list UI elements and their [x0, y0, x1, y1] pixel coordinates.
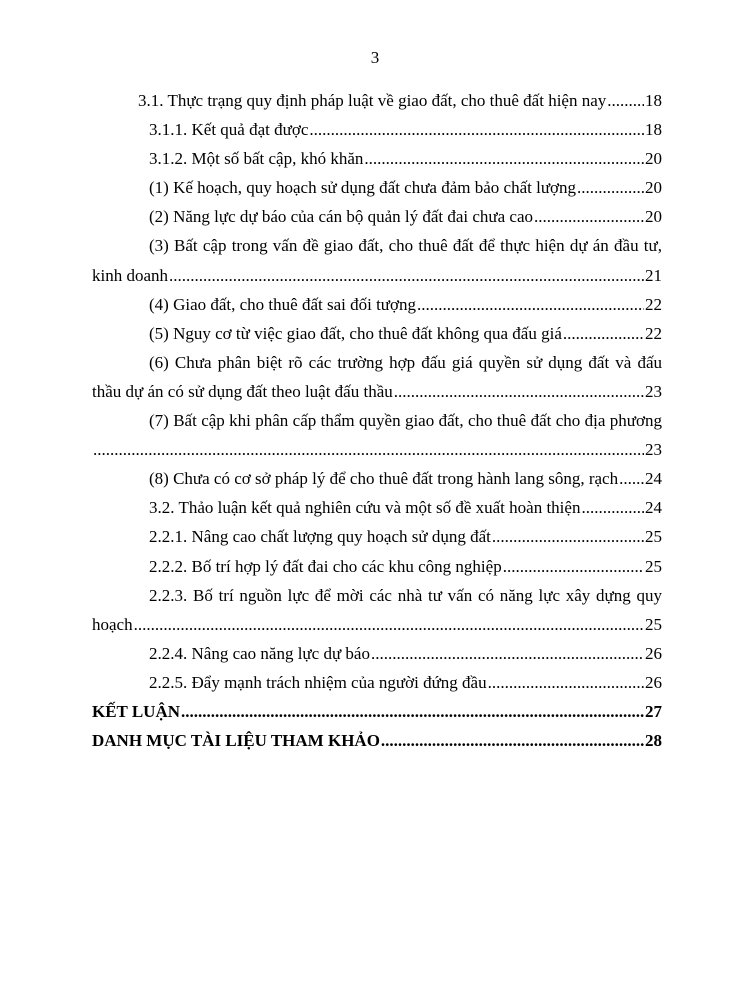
toc-leader-dots [169, 261, 644, 290]
toc-leader-dots [134, 610, 644, 639]
toc-entry-item-1[interactable] [92, 173, 662, 202]
toc-entry-3-2[interactable] [92, 493, 662, 522]
table-of-contents [92, 86, 662, 755]
toc-leader-dots [581, 493, 644, 522]
toc-entry-text: 2.2.3. Bố trí nguồn lực để mời các nhà tư vấn có năng lực xây dựng quy [149, 585, 662, 605]
toc-entry-text: KẾT LUẬN [92, 701, 181, 721]
toc-entry-page: 21 [645, 265, 662, 285]
toc-leader-dots [577, 173, 644, 202]
toc-entry-text: thầu dự án có sử dụng đất theo luật đấu thầu [92, 381, 393, 401]
toc-entry-2-2-2[interactable] [92, 552, 662, 581]
toc-leader-dots [492, 522, 644, 551]
toc-entry-item-6-line1[interactable] [92, 348, 662, 377]
toc-entry-text: (5) Nguy cơ từ việc giao đất, cho thuê đất không qua đấu giá [149, 323, 562, 343]
toc-entry-page: 20 [645, 178, 662, 198]
toc-entry-page: 25 [645, 556, 662, 576]
toc-entry-2-2-3-line1[interactable] [92, 581, 662, 610]
toc-entry-text: 3.1.1. Kết quả đạt được [149, 120, 309, 140]
toc-entry-item-4[interactable] [92, 290, 662, 319]
toc-leader-dots [381, 726, 644, 755]
toc-leader-dots [503, 552, 644, 581]
toc-leader-dots [364, 144, 644, 173]
toc-leader-dots [534, 202, 644, 231]
toc-entry-2-2-3-line2[interactable] [92, 610, 662, 639]
toc-entry-page: 28 [645, 731, 662, 751]
toc-entry-text: kinh doanh [92, 265, 169, 285]
toc-entry-page: 20 [645, 149, 662, 169]
toc-entry-item-2[interactable] [92, 202, 662, 231]
toc-entry-page: 23 [645, 381, 662, 401]
toc-entry-text: DANH MỤC TÀI LIỆU THAM KHẢO [92, 731, 380, 751]
toc-entry-text: 2.2.5. Đẩy mạnh trách nhiệm của người đứng đầu [149, 672, 487, 692]
toc-leader-dots [394, 377, 644, 406]
toc-leader-dots [607, 86, 644, 115]
toc-leader-dots [309, 115, 644, 144]
toc-entry-text: 2.2.4. Nâng cao năng lực dự báo [149, 643, 370, 663]
toc-entry-page: 18 [645, 120, 662, 140]
toc-entry-item-8[interactable] [92, 464, 662, 493]
toc-leader-dots [371, 639, 644, 668]
toc-entry-2-2-4[interactable] [92, 639, 662, 668]
toc-entry-item-7-line2[interactable] [92, 435, 662, 464]
toc-entry-text: (3) Bất cập trong vấn đề giao đất, cho thuê đất để thực hiện dự án đầu tư, [149, 236, 662, 256]
toc-leader-dots [93, 435, 644, 464]
toc-entry-page: 26 [645, 643, 662, 663]
toc-entry-text: (4) Giao đất, cho thuê đất sai đối tượng [149, 294, 417, 314]
toc-entry-text: (6) Chưa phân biệt rõ các trường hợp đấu giá quyền sử dụng đất và đấu [149, 352, 662, 372]
toc-entry-text: 2.2.2. Bố trí hợp lý đất đai cho các khu công nghiệp [149, 556, 502, 576]
toc-entry-text: (8) Chưa có cơ sở pháp lý để cho thuê đất trong hành lang sông, rạch [149, 469, 619, 489]
toc-entry-3-1-1[interactable] [92, 115, 662, 144]
toc-entry-page: 18 [645, 91, 662, 110]
toc-entry-text: (2) Năng lực dự báo của cán bộ quản lý đất đai chưa cao [149, 207, 534, 227]
toc-entry-page: 23 [645, 440, 662, 460]
toc-entry-page: 25 [645, 527, 662, 547]
toc-leader-dots [488, 668, 644, 697]
page-number: 3 [370, 48, 380, 67]
toc-entry-page: 25 [645, 614, 662, 634]
toc-entry-page: 20 [645, 207, 662, 227]
toc-entry-references[interactable] [92, 726, 662, 755]
toc-entry-page: 24 [645, 498, 662, 518]
toc-entry-2-2-1[interactable] [92, 522, 662, 551]
toc-entry-text: 2.2.1. Nâng cao chất lượng quy hoạch sử dụng đất [149, 527, 491, 547]
toc-entry-page: 22 [645, 294, 662, 314]
toc-entry-item-6-line2[interactable] [92, 377, 662, 406]
toc-leader-dots [619, 464, 644, 493]
toc-entry-text: hoạch [92, 614, 133, 634]
toc-entry-3-1-2[interactable] [92, 144, 662, 173]
toc-entry-item-3-line2[interactable] [92, 261, 662, 290]
toc-entry-page: 27 [645, 701, 662, 721]
toc-leader-dots [417, 290, 644, 319]
toc-entry-page: 24 [645, 469, 662, 489]
toc-entry-page: 22 [645, 323, 662, 343]
toc-entry-conclusion[interactable] [92, 697, 662, 726]
toc-entry-item-3-line1[interactable] [92, 231, 662, 260]
toc-entry-page: 26 [645, 672, 662, 692]
toc-entry-text: 3.2. Thảo luận kết quả nghiên cứu và một số đề xuất hoàn thiện [149, 498, 581, 518]
toc-leader-dots [181, 697, 644, 726]
toc-entry-text: 3.1. Thực trạng quy định pháp luật về giao đất, cho thuê đất hiện nay [138, 91, 607, 110]
toc-entry-2-2-5[interactable] [92, 668, 662, 697]
toc-leader-dots [563, 319, 644, 348]
toc-entry-3-1[interactable] [92, 86, 662, 115]
toc-entry-text: (7) Bất cập khi phân cấp thẩm quyền giao đất, cho thuê đất cho địa phương [149, 411, 662, 431]
toc-entry-item-7-line1[interactable] [92, 406, 662, 435]
toc-entry-item-5[interactable] [92, 319, 662, 348]
toc-entry-text: (1) Kế hoạch, quy hoạch sử dụng đất chưa đảm bảo chất lượng [149, 178, 577, 198]
toc-entry-text: 3.1.2. Một số bất cập, khó khăn [149, 149, 364, 169]
